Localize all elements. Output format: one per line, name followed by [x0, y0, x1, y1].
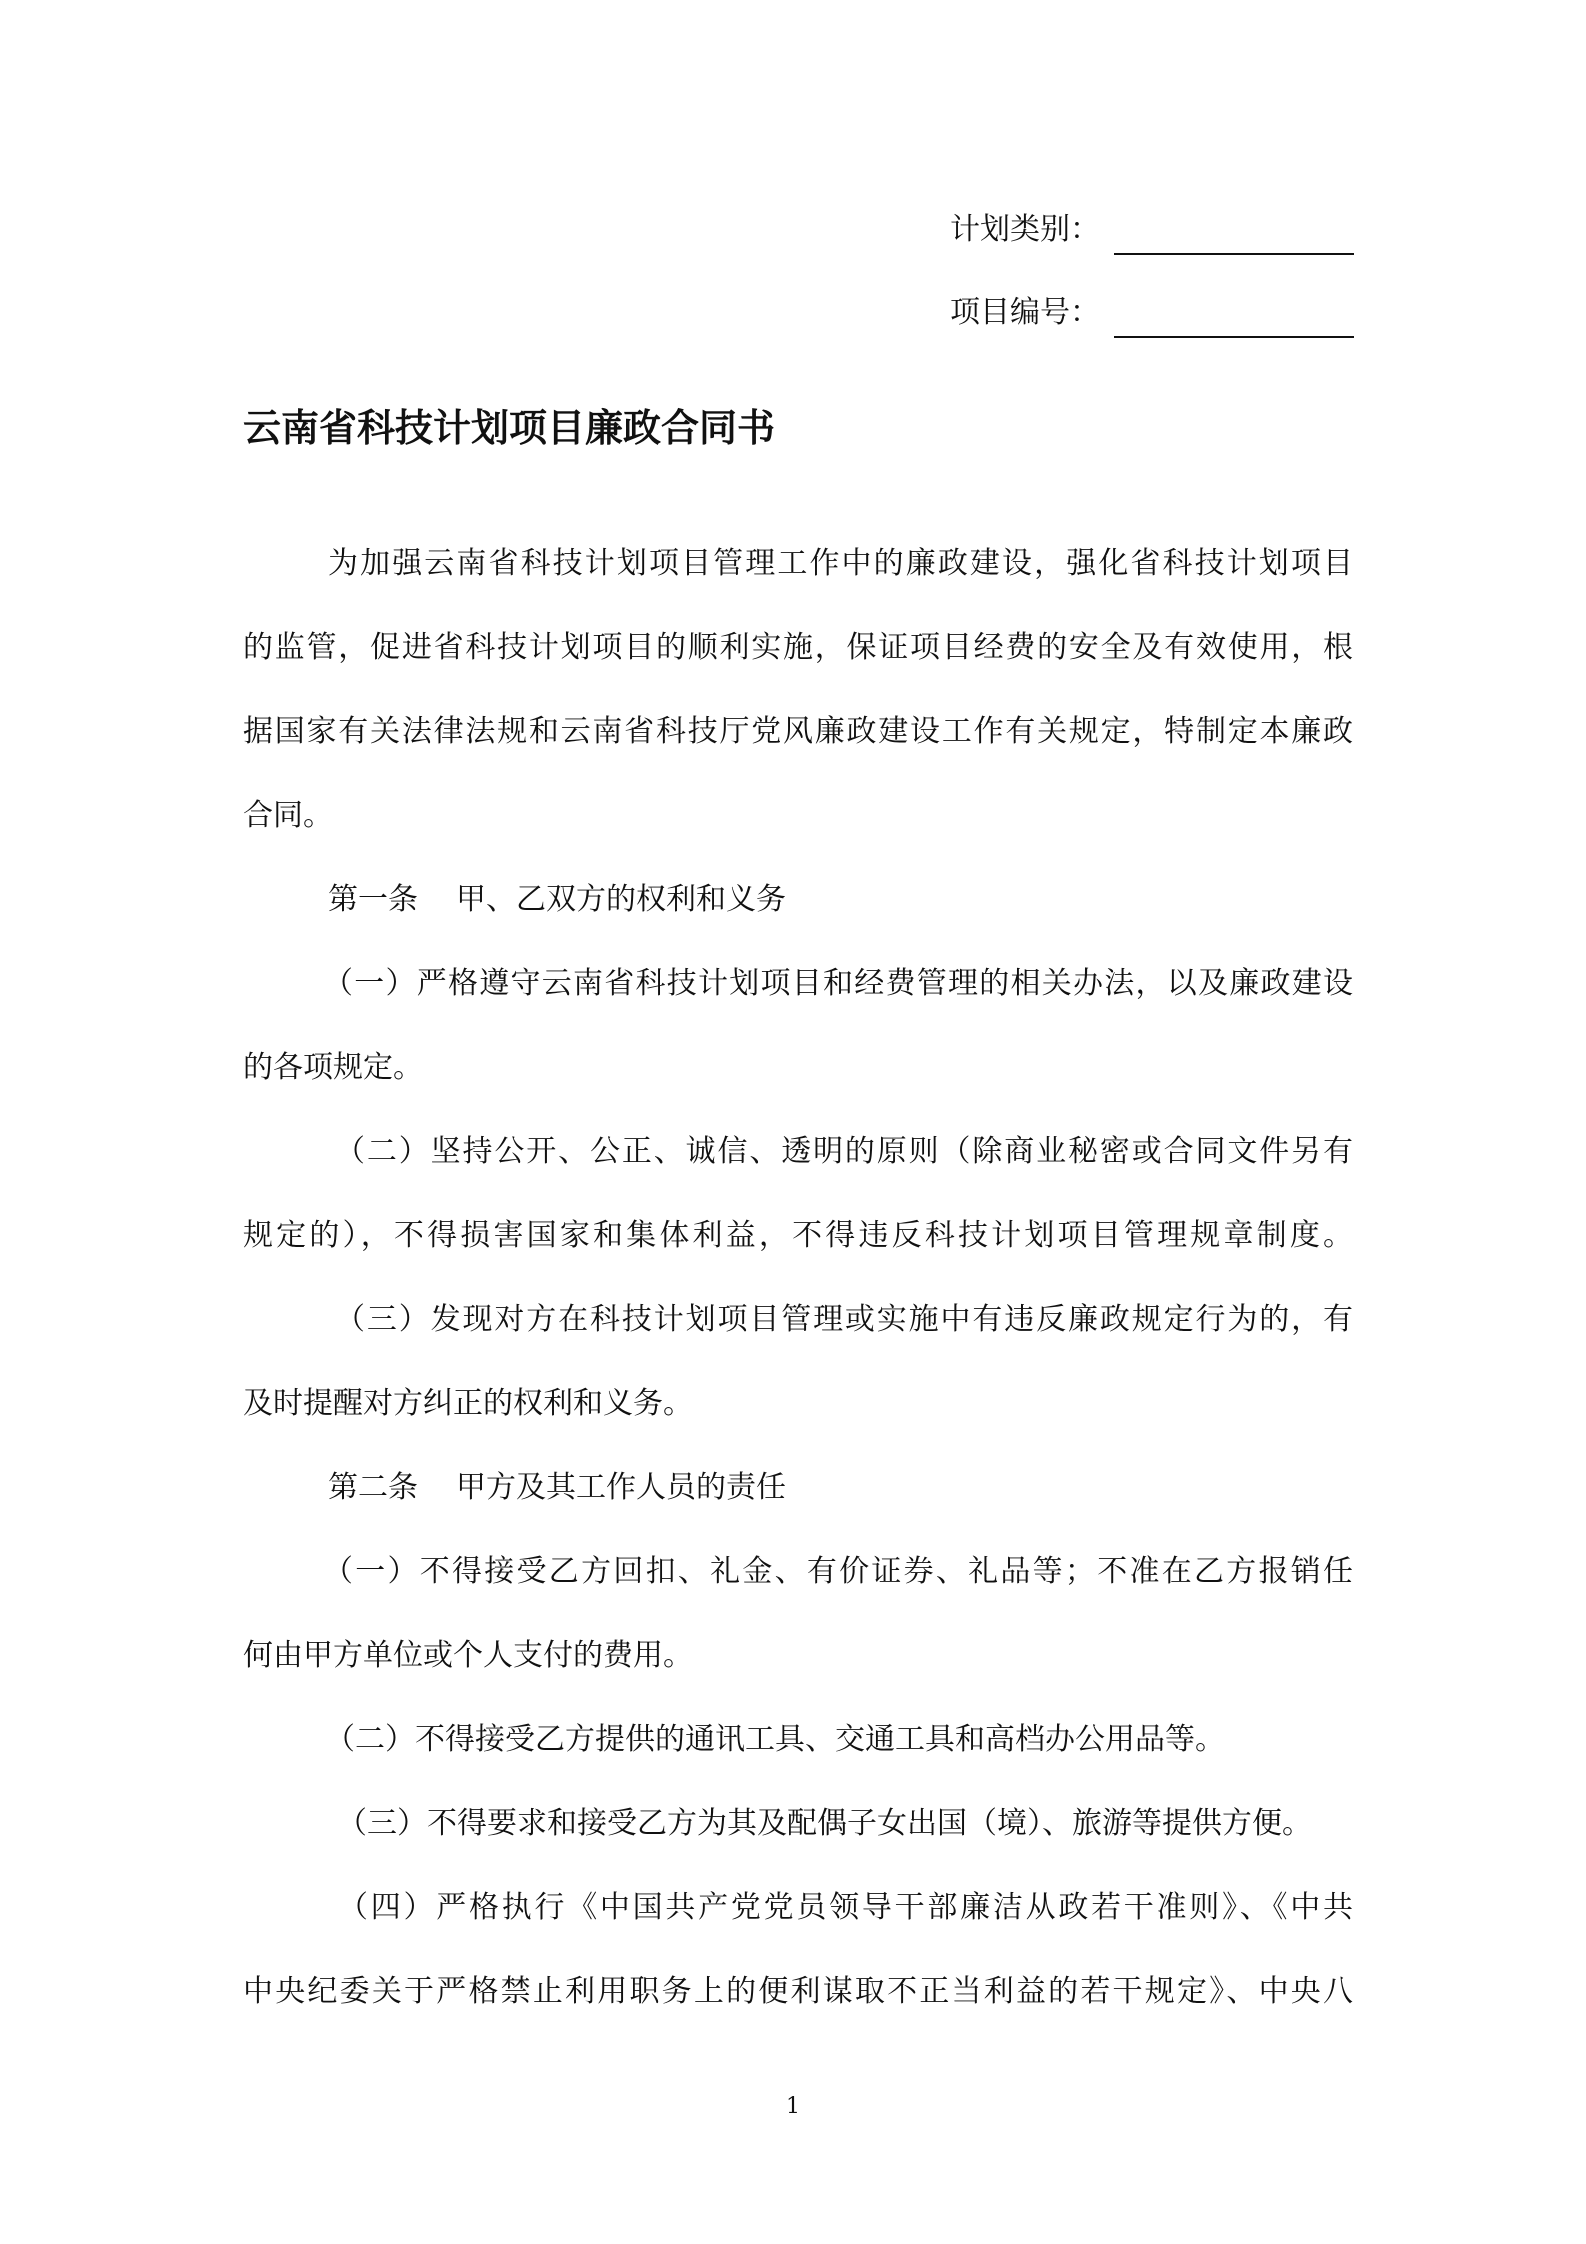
item-text: 严格遵守云南省科技计划项目和经费管理的相关办法，以及廉政建设	[416, 966, 1353, 1001]
article-2-item-2: （二）不得接受乙方提供的通讯工具、交通工具和高档办公用品等。	[325, 1722, 1225, 1757]
article-heading-text: 甲、乙双方的权利和义务	[456, 882, 786, 917]
article-1-heading	[243, 858, 1353, 942]
article-2-heading	[243, 1446, 1353, 1530]
project-number-label: 项目编号：	[950, 295, 1100, 330]
document-body	[243, 522, 1353, 2034]
page-number: 1	[786, 2094, 800, 2119]
body-line: 及时提醒对方纠正的权利和义务。	[243, 1386, 693, 1421]
item-prefix: （一）	[323, 966, 417, 1001]
preamble-line: 的监管，促进省科技计划项目的顺利实施，保证项目经费的安全及有效使用，根	[243, 630, 1353, 665]
plan-category-blank	[1114, 209, 1354, 255]
article-number: 第二条	[328, 1470, 418, 1505]
article-2-item-4: （四）严格执行《中国共产党党员领导干部廉洁从政若干准则》、《中共	[338, 1890, 1353, 1925]
body-line: 的各项规定。	[243, 1050, 423, 1085]
article-2-item-1: （一）不得接受乙方回扣、礼金、有价证券、礼品等；不准在乙方报销任	[323, 1554, 1353, 1589]
header-fields	[950, 205, 1360, 371]
body-line: 规定的），不得损害国家和集体利益，不得违反科技计划项目管理规章制度。	[243, 1218, 1353, 1253]
project-number-blank	[1114, 292, 1354, 338]
preamble-line: 据国家有关法律法规和云南省科技厅党风廉政建设工作有关规定，特制定本廉政	[243, 714, 1353, 749]
plan-category-label: 计划类别：	[950, 212, 1100, 247]
body-line: 何由甲方单位或个人支付的费用。	[243, 1638, 693, 1673]
article-2-item-3: （三）不得要求和接受乙方为其及配偶子女出国（境）、旅游等提供方便。	[337, 1806, 1312, 1841]
project-number-field	[950, 288, 1360, 338]
article-1-item-1	[243, 942, 1353, 1026]
plan-category-field	[950, 205, 1360, 255]
article-1-item-3: （三）发现对方在科技计划项目管理或实施中有违反廉政规定行为的，有	[335, 1302, 1353, 1337]
body-line: 中央纪委关于严格禁止利用职务上的便利谋取不正当利益的若干规定》、中央八	[243, 1974, 1353, 2009]
preamble-line: 为加强云南省科技计划项目管理工作中的廉政建设，强化省科技计划项目	[328, 546, 1353, 581]
document-title: 云南省科技计划项目廉政合同书	[243, 406, 776, 450]
article-heading-text: 甲方及其工作人员的责任	[456, 1470, 786, 1505]
preamble-line: 合同。	[243, 798, 333, 833]
article-number: 第一条	[328, 882, 418, 917]
article-1-item-2: （二）坚持公开、公正、诚信、透明的原则（除商业秘密或合同文件另有	[335, 1134, 1353, 1169]
